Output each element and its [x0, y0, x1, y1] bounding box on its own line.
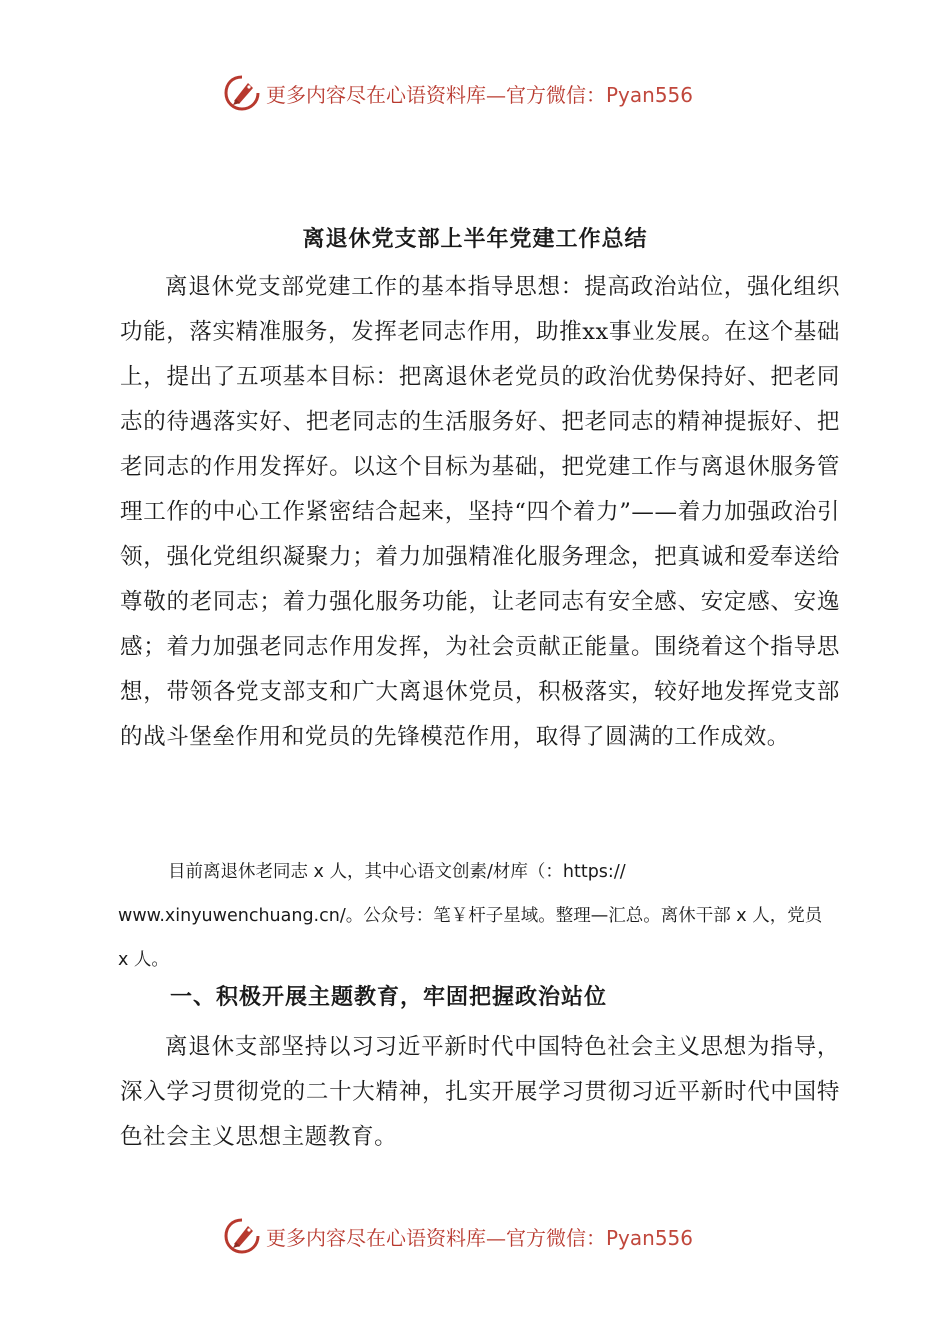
watermark-wechat-id: Pyan556: [606, 82, 694, 107]
footer-watermark: [222, 1214, 742, 1258]
watermark-label: 更多内容尽在心语资料库—官方微信：: [266, 1225, 606, 1250]
note-line: x 人。: [118, 950, 169, 970]
pen-nib-logo-icon: [222, 1216, 262, 1256]
header-watermark: [222, 71, 742, 115]
note-paragraph: [118, 850, 838, 982]
section-heading: 一、积极开展主题教育，牢固把握政治站位: [170, 985, 608, 1010]
watermark-label: 更多内容尽在心语资料库—官方微信：: [266, 82, 606, 107]
watermark-text: [266, 1222, 693, 1251]
intro-paragraph: 离退休党支部党建工作的基本指导思想：提高政治站位，强化组织功能，落实精准服务，发挥老同志作用，助推xx事业发展。在这个基础上，提出了五项基本目标：把离退休老党员的政治优势保持好、把老同志的待遇落实好、把老同志的生活服务好、把老同志的精神提振好、把老同志的作用发挥好。以这个目标为基础，把党建工作与离退休服务管理工作的中心工作紧密结合起来，坚持“四个着力”——着力加强政治引领，强化党组织凝聚力；着力加强精准化服务理念，把真诚和爱奉送给尊敬的老同志；着力强化服务功能，让老同志有安全感、安定感、安逸感；着力加强老同志作用发挥，为社会贡献正能量。围绕着这个指导思想，带领各党支部支和广大离退休党员，积极落实，较好地发挥党支部的战斗堡垒作用和党员的先锋模范作用，取得了圆满的工作成效。: [120, 274, 840, 750]
watermark-wechat-id: Pyan556: [606, 1225, 694, 1250]
note-line: 目前离退休老同志 x 人，其中心语文创素/材库（：https://: [168, 862, 626, 882]
watermark-text: [266, 79, 693, 108]
section-paragraph: 离退休支部坚持以习习近平新时代中国特色社会主义思想为指导，深入学习贯彻党的二十大精神，扎实开展学习贯彻习近平新时代中国特色社会主义思想主题教育。: [120, 1034, 840, 1150]
note-line: www.xinyuwenchuang.cn/。公众号：笔￥杆子星域。整理—汇总。离休干部 x 人，党员: [118, 906, 823, 926]
document-title: 离退休党支部上半年党建工作总结: [302, 227, 648, 252]
pen-nib-logo-icon: [222, 73, 262, 113]
